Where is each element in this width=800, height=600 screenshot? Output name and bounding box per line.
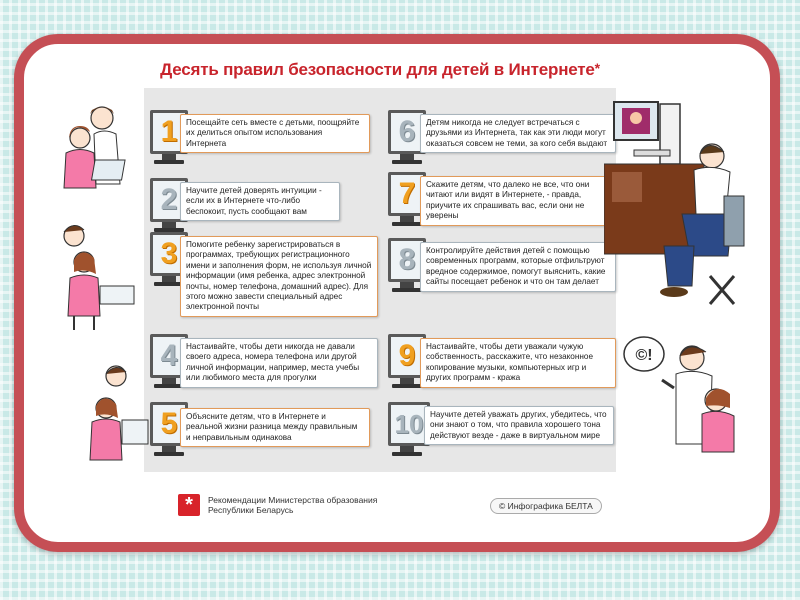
rule-number: 5 <box>160 407 178 440</box>
page-title: Десять правил безопасности для детей в Интернете* <box>160 60 600 79</box>
rule-text: Помогите ребенку зарегистрироваться в программах, требующих регистрационного имени и заполнения форм, не используя личной информации (имя ребенка, адрес электронной почты, номер телефона, домашний адрес). Для этого можно завести специальный адрес электронной почты <box>180 236 378 317</box>
ministry-logo: * <box>178 494 200 516</box>
rule-number: 4 <box>160 339 178 372</box>
children-reading-illustration <box>78 360 158 480</box>
title-asterisk: * <box>594 60 600 76</box>
rule-text: Посещайте сеть вместе с детьми, поощряйте их делиться опытом использования Интернета <box>180 114 370 153</box>
rule-number: 9 <box>398 339 416 372</box>
copyright-warning-illustration <box>622 334 742 484</box>
ministry-text: Рекомендации Министерства образования Республики Беларусь <box>208 494 378 515</box>
rule-number: 8 <box>398 243 416 276</box>
copyright-sign: ©! <box>635 347 653 364</box>
rule-text: Контролируйте действия детей с помощью современных программ, которые отфильтруют вредное содержимое, помогут выяснить, какие сайты посещает ребенок и что он там делает <box>420 242 616 292</box>
rule-text: Научите детей доверять интуиции - если их в Интернете что-либо беспокоит, пусть сообщают вам <box>180 182 340 221</box>
children-at-laptop-illustration <box>44 98 154 208</box>
rule-text: Скажите детям, что далеко не все, что они читают или видят в Интернете, - правда, приучите их спрашивать вас, если они не уверены <box>420 176 616 226</box>
ministry-recommendation <box>178 494 378 516</box>
rule-text: Объясните детям, что в Интернете и реальной жизни разница между правильным и неправильным одинакова <box>180 408 370 447</box>
rule-text: Детям никогда не следует встречаться с друзьями из Интернета, так как эти люди могут оказаться совсем не теми, за кого себя выдают <box>420 114 616 153</box>
rule-text: Настаивайте, чтобы дети уважали чужую собственность, расскажите, что незаконное копирование музыки, компьютерных игр и других программ - кража <box>420 338 616 388</box>
rule-number: 6 <box>398 115 416 148</box>
children-writing-illustration <box>44 216 144 336</box>
infographic-panel <box>144 88 616 472</box>
belta-credit: © Инфографика БЕЛТА <box>490 498 602 514</box>
rule-number: 1 <box>160 115 178 148</box>
rule-text: Настаивайте, чтобы дети никогда не давали своего адреса, номера телефона или другой личной информации, например, места учебы или любимого места для прогулки <box>180 338 378 388</box>
rule-text: Научите детей уважать других, убедитесь, что они знают о том, что правила хорошего тона действуют везде - даже в виртуальном мире <box>424 406 614 445</box>
rule-number: 7 <box>398 177 416 210</box>
rule-number: 2 <box>160 183 178 216</box>
rule-number: 10 <box>394 409 424 439</box>
rule-number: 3 <box>160 237 178 270</box>
man-at-computer-illustration <box>604 96 754 316</box>
